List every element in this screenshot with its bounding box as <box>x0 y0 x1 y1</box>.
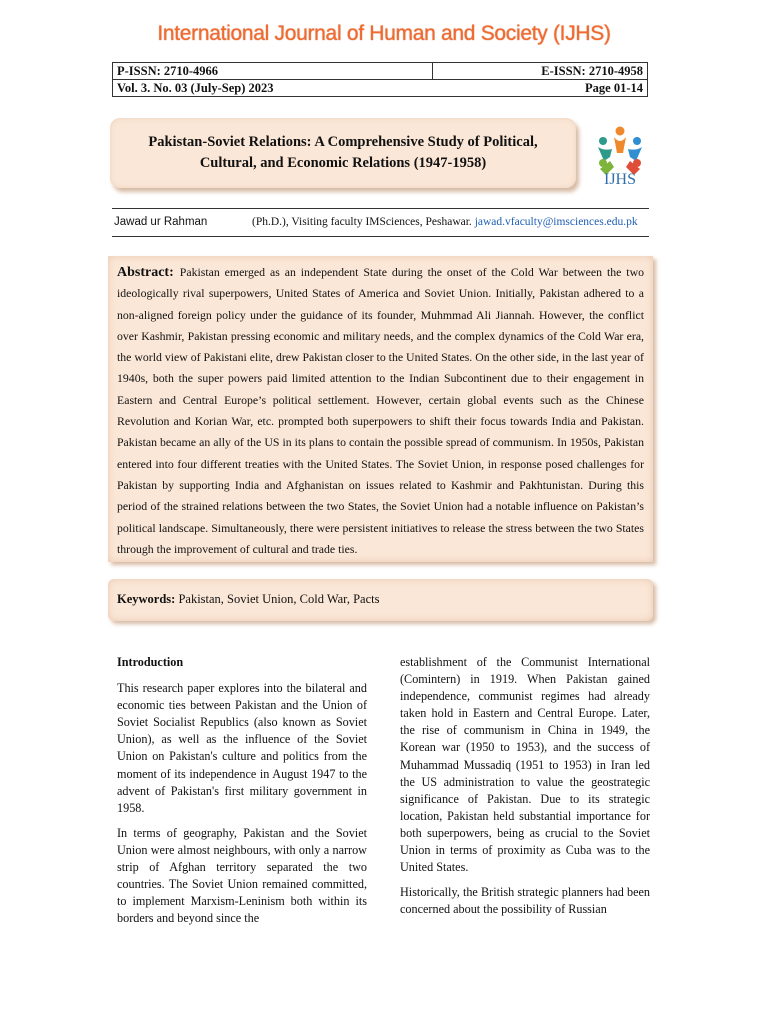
p-issn: P-ISSN: 2710-4966 <box>113 63 433 80</box>
body-column-left <box>117 654 367 935</box>
abstract-text: Pakistan emerged as an independent State during the onset of the Cold War between the two ideologically rival superpowers, United States of America and Soviet Union. Initially, Pakistan adhered to a non-aligned foreign policy under the guidance of its founder, Muhmmad Ali Jiannah. However, the conflict over Kashmir, Pakistan pressing economic and military needs, and the complex dynamics of the Cold War era, the world view of Pakistani elite, drew Pakistan closer to the United States. On the other side, in the last year of 1940s, both the super powers paid limited attention to the Indian Subcontinent due to their engagement in Eastern and Central Europe’s political settlement. However, certain global events such as the Chinese Revolution and Korian War, etc. prompted both superpowers to shift their focus towards India and Pakistan. Pakistan became an ally of the US in its plans to contain the possible spread of communism. In 1950s, Pakistan entered into four different treaties with the United States. The Soviet Union, in response posed challenges for Pakistan by supporting India and Afghanistan on issues related to Kashmir and Pakhtunistan. During this period of the strained relations between the two States, the Soviet Union had a notable influence on Pakistan’s political landscape. Simultaneously, there were persistent initiatives to release the stress between the two States through the improvement of cultural and trade ties. <box>117 265 644 556</box>
e-issn: E-ISSN: 2710-4958 <box>433 63 648 80</box>
author-affiliation <box>252 216 638 228</box>
keywords-box <box>108 579 653 621</box>
divider <box>112 236 649 237</box>
author-email-link[interactable]: jawad.vfaculty@imsciences.edu.pk <box>474 216 638 228</box>
page-range: Page 01-14 <box>433 80 648 97</box>
body-paragraph: Historically, the British strategic planners had been concerned about the possibility of Russian <box>400 885 650 917</box>
body-column-right <box>400 654 650 926</box>
keywords-label: Keywords: <box>117 592 176 606</box>
author-name: Jawad ur Rahman <box>114 216 208 228</box>
article-title: Pakistan-Soviet Relations: A Comprehensive Study of Political, Cultural, and Economic Relations (1947-1958) <box>148 134 538 171</box>
divider <box>112 208 649 209</box>
issn-table <box>112 62 648 97</box>
volume-issue: Vol. 3. No. 03 (July-Sep) 2023 <box>113 80 433 97</box>
journal-title: International Journal of Human and Society (IJHS) <box>157 22 611 45</box>
body-paragraph: In terms of geography, Pakistan and the Soviet Union were almost neighbours, with only a narrow strip of Afghan territory separated the two countries. The Soviet Union remained committed, to implement Marxism-Leninism both within its borders and beyond since the <box>117 825 367 926</box>
section-heading: Introduction <box>117 655 184 669</box>
article-title-box <box>110 118 576 188</box>
body-paragraph: establishment of the Communist International (Comintern) in 1919. When Pakistan gained independence, communist regimes had already taken hold in Eastern and Central Europe. Later, the rise of communism in China in 1949, the Korean war (1950 to 1953), and the success of Muhammad Mussadiq (1951 to 1953) in Iran led the US administration to value the geostrategic significance of Pakistan. Due to its strategic location, Pakistan held substantial importance for both superpowers, being as crucial to the Soviet Union in terms of proximity as Cuba was to the United States. <box>400 655 650 875</box>
affiliation-text: (Ph.D.), Visiting faculty IMSciences, Peshawar. <box>252 216 472 228</box>
body-paragraph: This research paper explores into the bilateral and economic ties between Pakistan and the Union of Soviet Socialist Republics (also known as Soviet Union), as well as the influence of the Soviet Union on Pakistan's culture and politics from the moment of its independence in August 1947 to the advent of Pakistan's first military government in 1958. <box>117 681 367 815</box>
logo-text: IJHS <box>603 171 636 188</box>
abstract-box <box>108 256 653 562</box>
abstract-label: Abstract: <box>117 265 174 280</box>
keywords-text: Pakistan, Soviet Union, Cold War, Pacts <box>178 592 380 606</box>
people-circle-icon <box>598 127 642 176</box>
abstract-paragraph <box>117 262 644 560</box>
